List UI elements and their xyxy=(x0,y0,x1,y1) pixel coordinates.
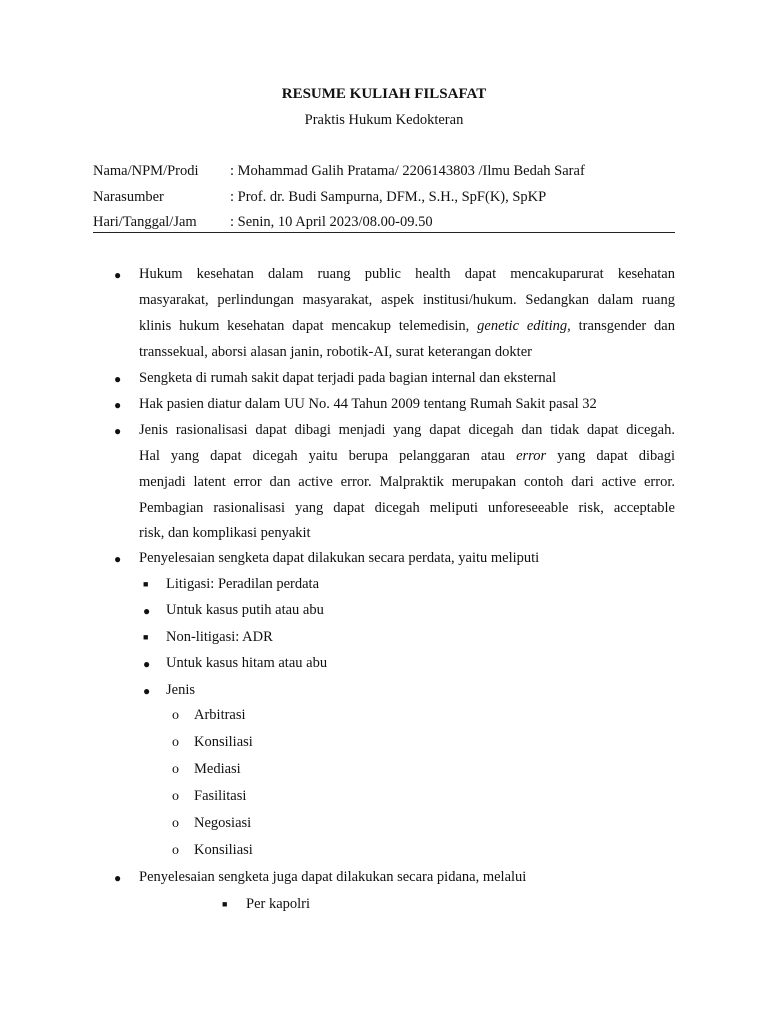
jenis-item: Mediasi xyxy=(194,761,241,777)
bullet-circle-icon: o xyxy=(172,708,179,723)
info-label: Nama/NPM/Prodi xyxy=(93,163,199,179)
bullet-dot-icon: ● xyxy=(114,424,122,438)
bullet-3: Hak pasien diatur dalam UU No. 44 Tahun 2009 tentang Rumah Sakit pasal 32 xyxy=(139,396,597,412)
bullet-5: Penyelesaian sengketa dapat dilakukan secara perdata, yaitu meliputi xyxy=(139,550,540,566)
italic-run: error xyxy=(516,448,547,464)
bullet-4-line-2 xyxy=(139,448,675,465)
bullet-circle-icon: o xyxy=(172,735,179,750)
info-row-speaker xyxy=(93,189,546,206)
bullet-dot-icon: ● xyxy=(143,684,151,698)
text-run: klinis hukum kesehatan dapat mencakup telemedisin, xyxy=(139,318,478,334)
jenis-item: Konsiliasi xyxy=(194,734,253,750)
sub-item-per-kapolri: Per kapolri xyxy=(246,896,311,912)
info-value: : Mohammad Galih Pratama/ 2206143803 /Ilmu Bedah Saraf xyxy=(230,163,585,179)
bullet-dot-icon: ● xyxy=(114,871,122,885)
info-value: : Senin, 10 April 2023/08.00-09.50 xyxy=(230,214,433,230)
jenis-item: Negosiasi xyxy=(194,815,252,831)
info-label: Hari/Tanggal/Jam xyxy=(93,214,197,230)
bullet-4-line-4: Pembagian rasionalisasi yang dapat dicegah meliputi unforeseeable risk, acceptable xyxy=(139,500,675,516)
bullet-4-line-1: Jenis rasionalisasi dapat dibagi menjadi yang dapat dicegah dan tidak dapat dicegah. xyxy=(139,422,675,438)
sub-item-non-litigasi: Non-litigasi: ADR xyxy=(166,629,273,645)
text-run: yang dapat dibagi xyxy=(546,448,675,464)
document-title: RESUME KULIAH FILSAFAT xyxy=(281,86,487,102)
header-divider xyxy=(93,232,675,233)
bullet-4-line-5: risk, dan komplikasi penyakit xyxy=(139,525,311,541)
sub-item-litigasi: Litigasi: Peradilan perdata xyxy=(166,576,320,592)
bullet-dot-icon: ● xyxy=(143,657,151,671)
bullet-dot-icon: ● xyxy=(143,604,151,618)
bullet-6: Penyelesaian sengketa juga dapat dilakukan secara pidana, melalui xyxy=(139,869,527,885)
jenis-item: Arbitrasi xyxy=(194,707,246,723)
bullet-square-icon: ■ xyxy=(143,632,149,642)
sub-item-jenis: Jenis xyxy=(166,682,195,698)
text-run: transgender dan xyxy=(570,318,675,334)
italic-run: genetic editing, xyxy=(477,318,571,334)
info-value: : Prof. dr. Budi Sampurna, DFM., S.H., SpF(K), SpKP xyxy=(230,189,547,205)
info-label: Narasumber xyxy=(93,189,164,205)
info-row-date xyxy=(93,214,433,231)
bullet-1-line-3 xyxy=(139,318,675,335)
bullet-circle-icon: o xyxy=(172,789,179,804)
text-run: Hal yang dapat dicegah yaitu berupa pelanggaran atau xyxy=(139,448,517,464)
jenis-item: Konsiliasi xyxy=(194,842,253,858)
bullet-circle-icon: o xyxy=(172,816,179,831)
bullet-1-line-2: masyarakat, perlindungan masyarakat, aspek institusi/hukum. Sedangkan dalam ruang xyxy=(139,292,675,308)
document-subtitle: Praktis Hukum Kedokteran xyxy=(304,112,464,128)
sub-item-kasus-hitam: Untuk kasus hitam atau abu xyxy=(166,655,328,671)
bullet-dot-icon: ● xyxy=(114,398,122,412)
sub-item-kasus-putih: Untuk kasus putih atau abu xyxy=(166,602,324,618)
bullet-dot-icon: ● xyxy=(114,552,122,566)
bullet-1-line-1: Hukum kesehatan dalam ruang public health dapat mencakuparurat kesehatan xyxy=(139,266,675,282)
bullet-square-icon: ■ xyxy=(143,579,149,589)
info-row-name xyxy=(93,163,585,180)
jenis-item: Fasilitasi xyxy=(194,788,247,804)
bullet-4-line-3: menjadi latent error dan active error. Malpraktik merupakan contoh dari active error. xyxy=(139,474,675,490)
bullet-circle-icon: o xyxy=(172,762,179,777)
bullet-dot-icon: ● xyxy=(114,268,122,282)
bullet-circle-icon: o xyxy=(172,843,179,858)
bullet-1-line-4: transsekual, aborsi alasan janin, robotik-AI, surat keterangan dokter xyxy=(139,344,532,360)
bullet-dot-icon: ● xyxy=(114,372,122,386)
bullet-2: Sengketa di rumah sakit dapat terjadi pada bagian internal dan eksternal xyxy=(139,370,557,386)
bullet-square-icon: ■ xyxy=(222,899,228,909)
